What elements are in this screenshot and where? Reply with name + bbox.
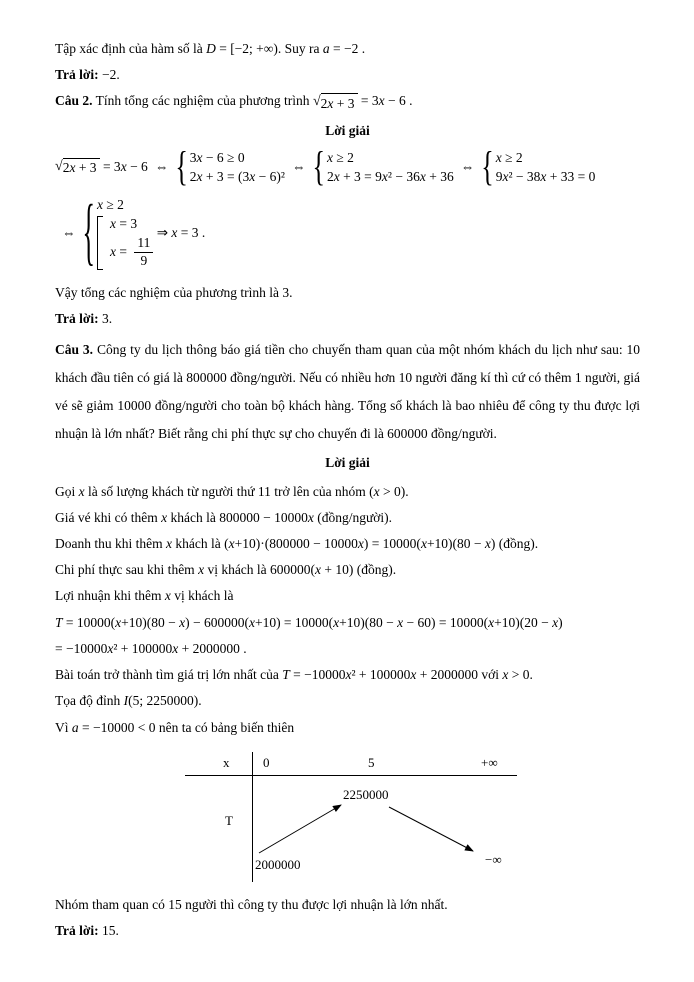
radical-icon: √ [55, 159, 63, 175]
text: Tập xác định của hàm số là [55, 41, 207, 56]
formula-token: ) − 600000( [185, 614, 249, 630]
formula [358, 93, 406, 108]
formula-token: ( [224, 536, 229, 552]
text: khách là [172, 536, 225, 552]
iff-symbol: ⇔ [62, 225, 76, 241]
formula-token: ² + 100000 [351, 667, 411, 683]
formula-token: x [78, 483, 85, 499]
formula-token: − 6)² [255, 168, 285, 184]
table-fn-label: T [225, 812, 233, 828]
formula-token: x [161, 509, 168, 525]
formula-token: x [120, 159, 127, 175]
radicand [321, 93, 358, 113]
formula-token: +10)·(800000 − 10000 [234, 536, 358, 552]
formula-token: x [484, 536, 491, 552]
text: (đồng). [353, 562, 397, 578]
formula-token: 2 [320, 96, 328, 112]
formula-token: x [410, 667, 417, 683]
formula-token: − 6 [126, 159, 148, 175]
text: với [478, 667, 503, 683]
question-2 [55, 92, 640, 113]
answer-line-1 [55, 66, 640, 84]
formula-token: +10) = 10000( [254, 614, 334, 630]
formula-token: + 33 = 0 [546, 168, 596, 184]
formula-token: = −10000 [289, 667, 346, 683]
system-cases-final [82, 189, 154, 274]
text: Công ty du lịch thông báo giá tiền cho chuyến tham quan của một nhóm khách du lịch như sau: 10 khách đầu tiên có giá là 800000 đồng/người. Nếu có nhiều hơn 10 người đăng kí thì cứ có thêm 1 người, giá vé sẽ giảm 10000 đồng/người cho toàn bộ khách hàng. Tổng số khách là bao nhiêu để công ty thu được lợi nhuận là lớn nhất? Biết rằng chi phí thực sự cho chuyến đi là 600000 đồng/người. [55, 342, 641, 442]
formula-token: > 0) [379, 483, 406, 499]
formula-token: x [326, 149, 333, 165]
formula-token: = 3 [99, 159, 121, 175]
answer-line-3 [55, 922, 640, 940]
text: Nhóm tham quan có 15 người thì công ty thu được lợi nhuận là lớn nhất. [55, 896, 448, 912]
text: Vì [55, 719, 72, 735]
formula-token: ) [558, 614, 563, 630]
bold-text: Câu 2. [55, 93, 93, 109]
sqrt-expression [55, 158, 100, 176]
formula-token: ² + 100000 [113, 640, 173, 656]
radicand [63, 158, 100, 176]
formula-token: +10)(20 − [494, 614, 553, 630]
solution-step [55, 666, 640, 684]
formula-token: x [109, 244, 116, 260]
left-brace-icon: { [82, 189, 95, 274]
vertex-statement [55, 692, 640, 710]
formula-token: ⇒ [153, 225, 172, 241]
conclusion-formula [153, 225, 205, 241]
question-3 [55, 336, 640, 448]
bold-text: Trả lời: [55, 923, 99, 938]
decreasing-arrow [389, 807, 473, 851]
formula-token: ( [369, 483, 374, 499]
equation-chain-1 [55, 143, 640, 190]
formula-token: = 3 . [177, 225, 206, 241]
text: (đồng). [495, 536, 539, 552]
formula-token: ≥ 2 [332, 149, 354, 165]
formula-token: x [333, 614, 340, 630]
text: Vậy tổng các nghiệm của phương trình là 3. [55, 284, 293, 300]
cases-column [494, 150, 596, 185]
formula-token: − 60) = 10000( [403, 614, 489, 630]
text: Lợi nhuận khi thêm [55, 588, 165, 604]
text: Tọa độ đỉnh [55, 693, 124, 709]
text: . [239, 640, 247, 656]
formula-token: + 10) [321, 562, 354, 578]
formula-token: (5; 2250000) [128, 693, 199, 709]
iff-symbol: ⇔ [291, 159, 306, 175]
formula-token: x [502, 168, 509, 184]
formula-token: T [282, 667, 290, 683]
table-x0: 0 [263, 754, 270, 770]
formula-token: x [249, 168, 256, 184]
formula [55, 641, 240, 656]
solution-bracket-group [97, 216, 153, 270]
system-cases-2 [312, 143, 454, 190]
formula-token: a [71, 719, 79, 735]
formula [270, 562, 353, 577]
case-line [327, 150, 454, 166]
formula-token: x [107, 640, 114, 656]
formula-token: x [502, 667, 509, 683]
text: Chi phí thực sau khi thêm [55, 562, 199, 578]
formula-token: ) [490, 536, 496, 552]
answer-line-2 [55, 310, 640, 328]
formula-token: = 3 [115, 215, 138, 231]
formula-token: x [357, 536, 364, 552]
formula [282, 667, 478, 682]
formula-token: ≥ 2 [102, 196, 124, 212]
bold-text: Trả lời: [55, 310, 99, 326]
table-var-label: x [223, 754, 230, 770]
formula-token: = −10000 < 0 [78, 719, 156, 735]
formula-token: = −10000 [55, 640, 108, 656]
formula [110, 244, 130, 260]
formula-token: x [166, 536, 172, 552]
left-brace-icon: { [312, 143, 325, 190]
formula-token: 2 [62, 160, 70, 176]
bold-text: Câu 3. [55, 342, 94, 358]
formula [219, 510, 314, 525]
text: Bài toán trở thành tìm giá trị lớn nhất của [55, 667, 283, 683]
formula [369, 484, 405, 499]
profit-equation-expanded [55, 640, 640, 658]
formula-token: x [248, 614, 255, 630]
domain-statement [55, 40, 640, 58]
table-min-right-value: −∞ [485, 851, 502, 867]
fraction [134, 235, 153, 270]
formula-token: 9 [495, 168, 503, 184]
case-line [190, 169, 285, 185]
text: . Suy ra [277, 41, 323, 56]
formula-token: ≥ 2 [501, 149, 523, 165]
variation-table [155, 749, 640, 888]
text: Tính tổng các nghiệm của phương trình [92, 93, 313, 109]
formula-token: = 3 [357, 93, 379, 109]
solution-step [55, 561, 640, 579]
system-cases-3 [481, 143, 596, 190]
formula [323, 41, 358, 56]
increasing-arrow [259, 805, 341, 853]
formula-token: x [115, 614, 122, 630]
case-line [496, 150, 596, 166]
text: 15. [98, 923, 119, 938]
formula-token: +10)(80 − [121, 614, 180, 630]
text: vị khách là [170, 588, 234, 604]
formula-token: x [109, 215, 116, 231]
solution-heading-2: Lời giải [325, 455, 370, 471]
formula-token: ² − 38 [508, 168, 541, 184]
solution-step [55, 509, 640, 527]
left-brace-icon: { [175, 143, 188, 190]
solution-step [55, 535, 640, 553]
formula-token: + 3 [333, 96, 355, 112]
radical-icon: √ [312, 94, 321, 110]
formula-token: 600000( [270, 562, 316, 578]
formula-token: + 3 [75, 160, 97, 176]
text: Giá vé khi có thêm [55, 509, 162, 525]
formula-token: − 6 ≥ 0 [202, 149, 245, 165]
formula-token: x [315, 562, 322, 578]
case-line [190, 150, 285, 166]
formula-token: x [196, 168, 203, 184]
formula-token: x [552, 614, 559, 630]
sum-statement [55, 284, 640, 302]
bold-text: Trả lời: [55, 67, 99, 83]
formula-token: x [381, 168, 388, 184]
formula-token: x [228, 536, 235, 552]
text: là số lượng khách từ người thứ 11 trở lên của nhóm [84, 483, 370, 499]
iff-symbol: ⇔ [154, 159, 169, 175]
text: Doanh thu khi thêm [55, 536, 166, 552]
formula-token: x [488, 614, 495, 630]
formula [502, 667, 529, 682]
text: . [405, 93, 413, 109]
table-x1: 5 [368, 754, 375, 770]
text: . [405, 483, 409, 499]
solution-step [55, 483, 640, 501]
formula-token: + 36 [425, 168, 454, 184]
formula-token: x [307, 509, 314, 525]
variation-intro [55, 719, 640, 737]
formula-token: x [327, 96, 334, 112]
formula-token: = [−2; +∞) [215, 41, 278, 56]
cases-column [188, 150, 285, 185]
formula-token: x [397, 614, 404, 630]
formula-token: + 3 = 9 [339, 168, 382, 184]
final-conclusion [55, 896, 640, 914]
formula-token: x [198, 562, 205, 578]
text: . [358, 41, 366, 56]
text: 3. [98, 310, 113, 326]
table-max-value: 2250000 [343, 786, 389, 802]
formula [55, 615, 563, 630]
text: −2. [98, 67, 120, 83]
bracket-column [108, 216, 153, 270]
formula-token: + 2000000 [178, 640, 240, 656]
formula [224, 536, 495, 551]
formula-token: = −2 [329, 41, 359, 56]
formula [100, 159, 148, 175]
variation-table-svg [155, 749, 545, 884]
left-brace-icon: { [481, 143, 494, 190]
solution-heading-1: Lời giải [325, 122, 370, 138]
case-line [496, 169, 596, 185]
formula-token: = 10000( [62, 614, 116, 630]
formula-token: x [540, 168, 547, 184]
solution-line [110, 235, 153, 270]
text: . [529, 667, 533, 683]
formula-token: x [373, 483, 380, 499]
formula-token: T [55, 614, 63, 630]
text: vị khách là [204, 562, 271, 578]
formula-token: x [179, 614, 186, 630]
formula-token: x [96, 196, 103, 212]
formula-token: 2 [189, 168, 197, 184]
iff-symbol: ⇔ [460, 159, 475, 175]
table-min-left-value: 2000000 [255, 856, 301, 872]
formula-token: x [345, 667, 352, 683]
formula-token: x [164, 588, 171, 604]
formula-token: 2 [326, 168, 334, 184]
formula-token: x [378, 93, 385, 109]
text: nên ta có bảng biến thiên [155, 719, 295, 735]
system-cases-1 [175, 143, 285, 190]
formula-token: x [419, 168, 426, 184]
formula-token: +10)(80 − [339, 614, 398, 630]
text: (đồng/người). [313, 509, 393, 525]
fraction-denominator: 9 [140, 252, 148, 268]
formula [72, 720, 156, 735]
text: . [198, 693, 202, 709]
text: khách là [167, 509, 220, 525]
formula [206, 41, 278, 56]
formula-token: x [69, 160, 76, 176]
formula-token: I [123, 693, 129, 709]
equation-chain-2 [55, 189, 640, 274]
case-line [97, 197, 153, 213]
formula-token: x [196, 149, 203, 165]
formula-token: ) = 10000( [363, 536, 421, 552]
formula-token: x [171, 225, 178, 241]
formula-token: − 6 [384, 93, 406, 109]
formula-token: 3 [189, 149, 197, 165]
left-bracket-icon [97, 216, 103, 270]
table-xinf: +∞ [481, 754, 498, 770]
formula-token: ² − 36 [387, 168, 420, 184]
formula-token: x [333, 168, 340, 184]
profit-equation [55, 614, 640, 632]
formula-token: > 0 [508, 667, 530, 683]
formula-token: +10)(80 − [426, 536, 485, 552]
text: Gọi [55, 483, 79, 499]
case-line [327, 169, 454, 185]
formula-token: + 2000000 [416, 667, 479, 683]
formula-token: = [115, 244, 131, 260]
formula-token: D [206, 41, 216, 56]
sqrt-expression [313, 93, 358, 113]
formula-token: x [172, 640, 179, 656]
cases-column [325, 150, 454, 185]
solution-step [55, 587, 640, 605]
formula-token: x [495, 149, 502, 165]
fraction-numerator: 11 [134, 235, 153, 253]
solution-line [110, 216, 153, 232]
cases-column [95, 197, 153, 270]
formula-token: + 3 = (3 [202, 168, 250, 184]
formula-token: x [420, 536, 427, 552]
formula-token: 800000 − 10000 [219, 509, 308, 525]
formula-token: a [322, 41, 330, 56]
formula [123, 693, 202, 709]
